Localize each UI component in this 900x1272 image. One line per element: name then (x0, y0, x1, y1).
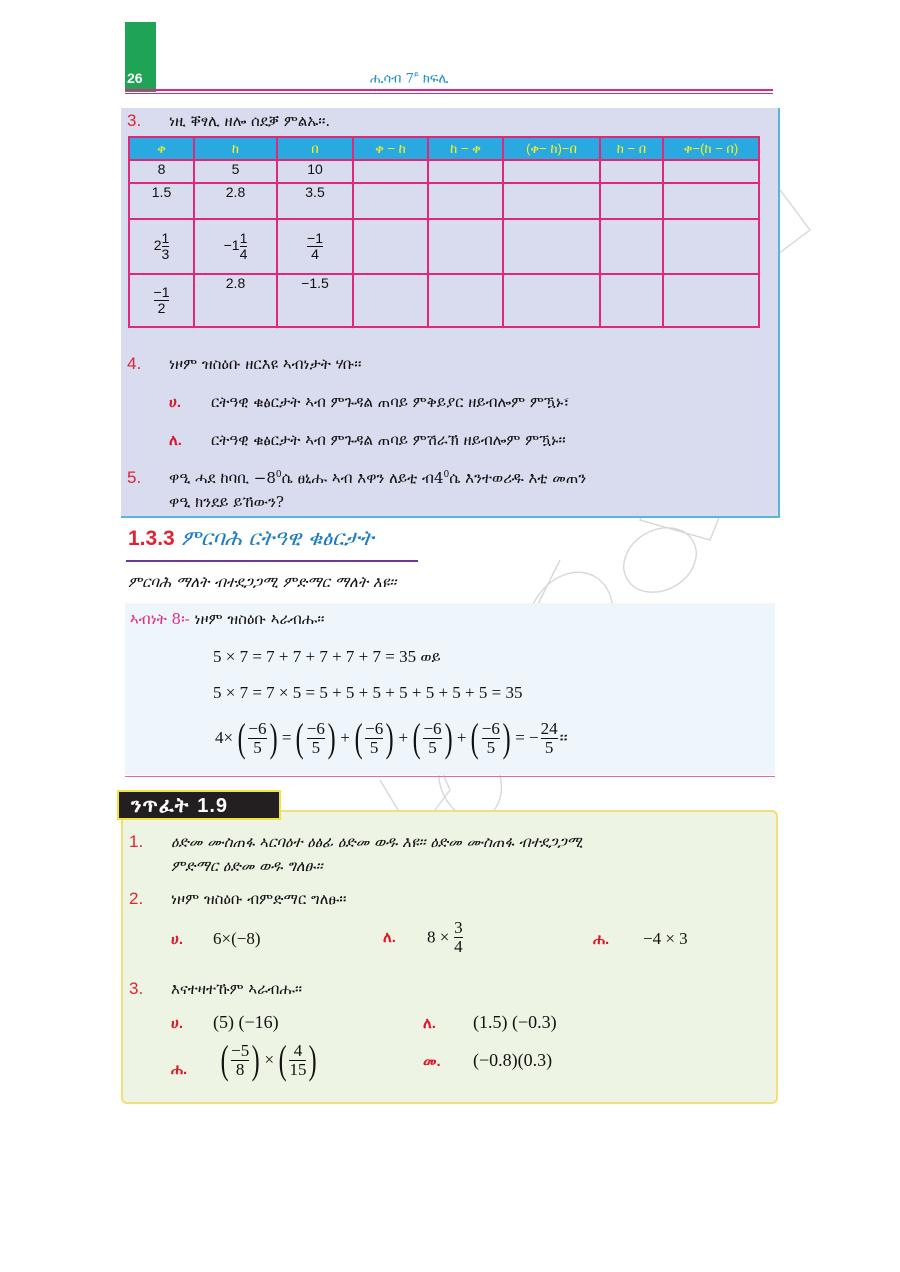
left-paren-icon: ( (296, 715, 305, 760)
activity-question-2-item (383, 919, 463, 956)
item-letter: ሐ. (593, 931, 610, 948)
mixed-whole: 2 (153, 237, 162, 254)
denominator: 4 (454, 936, 463, 956)
operator: × (264, 1050, 275, 1069)
answer-cell[interactable] (503, 274, 600, 327)
answer-cell[interactable] (353, 160, 428, 183)
or-word: ወይ (420, 648, 441, 666)
parenthesized-fraction (235, 715, 280, 760)
question-number: 3. (129, 979, 144, 998)
table-cell: 2.8 (194, 183, 277, 219)
answer-cell[interactable] (503, 219, 600, 274)
table-row (129, 183, 759, 219)
denominator: 5 (253, 737, 262, 757)
item-expression: 8 × (427, 927, 450, 947)
running-title-sup: ይ (413, 70, 419, 79)
column-header: ከ (194, 137, 277, 160)
column-header: ቀ (129, 137, 194, 160)
table-cell: 10 (277, 160, 353, 183)
table-header-row (129, 137, 759, 160)
example-instruction: ነዞም ዝስዕቡ ኣራብሑ፡፡ (194, 610, 325, 628)
numerator: −6 (248, 718, 267, 738)
denominator: 4 (239, 246, 248, 262)
item-text: ርትዓዊ ቁፅርታት ኣብ ምጉዳል ጠባይ ምሽራኽ ዘይብሎም ምዃኑ፡፡ (211, 431, 566, 449)
question-text: ሴ እንተወሪዱ እቲ መጠን (449, 469, 587, 487)
denominator: 5 (486, 737, 496, 757)
running-title-grade: ክፍሊ (422, 71, 449, 87)
table-cell: 8 (129, 160, 194, 183)
answer-cell[interactable] (663, 183, 759, 219)
fraction (307, 720, 325, 757)
denominator: 5 (311, 737, 321, 757)
answer-cell[interactable] (663, 219, 759, 274)
numerator: 24 (540, 718, 558, 738)
table-cell: 2.8 (194, 274, 277, 327)
parenthesized-fraction (218, 1037, 263, 1082)
item-letter: ሀ. (169, 394, 182, 411)
denominator: 8 (235, 1059, 245, 1079)
item-letter: መ. (423, 1053, 441, 1070)
item-expression: −4 × 3 (643, 929, 688, 948)
activity-question-1-line2: ምድማር ዕድመ ወዱ ግለፁ፡፡ (171, 857, 323, 875)
activity-question-1 (129, 832, 583, 852)
column-header: ቀ − ከ (353, 137, 428, 160)
numerator: 1 (161, 230, 170, 247)
section-number: 1.3.3 (128, 527, 175, 550)
fraction (248, 720, 266, 757)
left-paren-icon: ( (237, 715, 246, 760)
numerator: −6 (306, 718, 325, 738)
parenthesized-fraction (352, 715, 397, 760)
item-expression: (1.5) (−0.3) (473, 1012, 557, 1032)
fraction (454, 919, 463, 956)
question-3 (127, 111, 330, 131)
answer-cell[interactable] (600, 274, 663, 327)
right-paren-icon: ) (269, 715, 278, 760)
full-stop: ፡፡ (559, 728, 568, 747)
example-box (125, 603, 775, 775)
activity-question-2-item (593, 929, 688, 949)
table-cell (277, 219, 353, 274)
example-equation-1 (213, 647, 441, 667)
left-paren-icon: ( (220, 1037, 229, 1082)
question-number: 3. (127, 111, 142, 130)
degree-sup: 0 (443, 470, 450, 480)
question-text: ነዞም ዝስዕቡ ዘርእዩ ኣብነታት ሃቡ፡፡ (169, 355, 362, 373)
numerator: −1 (153, 284, 170, 301)
question-text: ዕድመ ሙስጠፋ ኣርባዕተ ዕፅፊ ዕድመ ወዱ እዩ፡፡ ዕድመ ሙስጠፋ ብተደጋጋሚ (171, 833, 583, 851)
item-letter: ለ. (423, 1015, 436, 1032)
answer-cell[interactable] (353, 219, 428, 274)
fraction (289, 1042, 306, 1079)
exercise-table (128, 136, 760, 328)
question-number: 4. (127, 354, 142, 373)
answer-cell[interactable] (428, 183, 503, 219)
table-row (129, 160, 759, 183)
left-paren-icon: ( (412, 715, 421, 760)
parenthesized-fraction (276, 1037, 320, 1082)
numerator: −6 (481, 718, 500, 738)
column-header: (ቀ− ከ)−በ (503, 137, 600, 160)
item-letter: ለ. (169, 432, 182, 449)
parenthesized-fraction (410, 715, 455, 760)
question-5 (127, 468, 586, 488)
column-header: ከ − በ (600, 137, 663, 160)
denominator: 2 (157, 300, 166, 316)
denominator: 5 (428, 737, 437, 757)
table-cell (194, 219, 277, 274)
question-4 (127, 354, 361, 374)
answer-cell[interactable] (600, 160, 663, 183)
item-letter: ለ. (383, 928, 396, 946)
table-cell: 1.5 (129, 183, 194, 219)
header-rule-thin (125, 93, 773, 94)
table-cell: −1.5 (277, 274, 353, 327)
right-paren-icon: ) (309, 1037, 318, 1082)
answer-cell[interactable] (663, 274, 759, 327)
activity-question-3-item (423, 1050, 552, 1071)
answer-cell[interactable] (428, 219, 503, 274)
answer-cell[interactable] (600, 219, 663, 274)
denominator: 3 (161, 246, 170, 262)
fraction (423, 720, 441, 757)
item-letter: ሀ. (171, 931, 184, 948)
left-paren-icon: ( (354, 715, 363, 760)
right-paren-icon: ) (327, 715, 336, 760)
example-label: ኣብነት 8፡- (130, 610, 190, 628)
activity-question-2 (129, 889, 346, 909)
activity-question-3 (129, 979, 302, 999)
parenthesized-fraction (468, 715, 513, 760)
answer-cell[interactable] (353, 274, 428, 327)
table-cell (129, 274, 194, 327)
denominator: 5 (369, 737, 379, 757)
example-header (130, 610, 324, 628)
fraction (307, 231, 323, 261)
section-rule (126, 560, 418, 562)
running-title (370, 70, 449, 86)
exercise-box (121, 108, 780, 518)
question-4-item (169, 393, 569, 411)
answer-cell[interactable] (663, 160, 759, 183)
question-5-line2: ዋዒ ክንደይ ይኸውን? (169, 493, 284, 511)
activity-question-3-item (423, 1012, 557, 1033)
table-cell: 5 (194, 160, 277, 183)
operator: + (456, 728, 467, 747)
item-expression: 6×(−8) (213, 929, 261, 948)
fraction (162, 231, 170, 261)
item-expression: (−0.8)(0.3) (473, 1050, 553, 1070)
activity-badge-word: ንጥፈት (131, 793, 190, 817)
fraction (240, 231, 248, 261)
header-rule (125, 89, 773, 91)
numerator: −6 (423, 718, 442, 738)
table-row (129, 274, 759, 327)
fraction (482, 720, 500, 757)
numerator: 1 (239, 230, 248, 247)
degree-sup: 0 (275, 470, 282, 480)
definition-text: ምርባሕ ማለት ብተደጋጋሚ ምድማር ማለት እዩ፡፡ (128, 573, 397, 591)
table-cell: 3.5 (277, 183, 353, 219)
right-paren-icon: ) (385, 715, 394, 760)
operator: = (281, 728, 292, 747)
numerator: 3 (454, 918, 463, 937)
question-text: ዋዒ ሓደ ከባቢ −8 (169, 469, 276, 487)
answer-cell[interactable] (503, 160, 600, 183)
left-paren-icon: ( (278, 1037, 287, 1082)
question-text: ነዚ ቐፃሊ ዘሎ ሰደቓ ምልኡ፡፡. (169, 112, 331, 130)
numerator: −5 (231, 1040, 250, 1060)
question-text: ሴ ፀኒሑ ኣብ እዋን ለይቲ ብ4 (281, 469, 444, 487)
question-4-item (169, 431, 566, 449)
operator: + (398, 728, 409, 747)
activity-question-2-item (171, 929, 261, 949)
answer-cell[interactable] (428, 160, 503, 183)
table-row (129, 219, 759, 274)
activity-question-3-item (171, 1012, 279, 1033)
numerator: 4 (293, 1040, 303, 1060)
example-equation-2: 5 × 7 = 7 × 5 = 5 + 5 + 5 + 5 + 5 + 5 + 5 = 35 (213, 683, 523, 702)
activity-badge-number: 1.9 (197, 795, 229, 817)
activity-badge (117, 790, 281, 820)
item-text: ርትዓዊ ቁፅርታት ኣብ ምጉዳል ጠባይ ምቅይያር ዘይብሎም ምዃኑ፣ (211, 393, 570, 411)
answer-cell[interactable] (600, 183, 663, 219)
item-expression: (5) (−16) (213, 1012, 279, 1032)
fraction (541, 720, 558, 757)
activity-box (121, 810, 778, 1104)
question-text: እናተዛተኹም ኣራብሑ፡፡ (171, 980, 303, 998)
operator: + (340, 728, 350, 747)
right-paren-icon: ) (251, 1037, 260, 1082)
question-number: 1. (129, 832, 144, 851)
answer-cell[interactable] (353, 183, 428, 219)
left-paren-icon: ( (471, 715, 480, 760)
section-heading (128, 526, 374, 551)
equation-text: 5 × 7 = 7 + 7 + 7 + 7 + 7 = 35 (213, 647, 417, 666)
answer-cell[interactable] (428, 274, 503, 327)
column-header: ቀ−(ከ − በ) (663, 137, 759, 160)
operator: = − (515, 728, 539, 747)
fraction (154, 285, 170, 315)
question-number: 5. (127, 468, 142, 487)
denominator: 5 (544, 737, 554, 757)
activity-question-3-item (171, 1037, 320, 1082)
numerator: −6 (365, 718, 384, 738)
running-title-text: ሒሳብ 7 (370, 71, 414, 87)
item-letter: ሀ. (171, 1015, 184, 1032)
section-title: ምርባሕ ርትዓዊ ቁፅርታት (181, 526, 374, 550)
right-paren-icon: ) (444, 715, 453, 760)
column-header: በ (277, 137, 353, 160)
denominator: 15 (289, 1059, 307, 1079)
fraction (365, 720, 383, 757)
mixed-whole: −1 (223, 237, 240, 254)
table-cell (129, 219, 194, 274)
fraction (231, 1042, 249, 1079)
example-equation-3 (213, 715, 570, 760)
page-number: 26 (127, 70, 143, 86)
item-letter: ሐ. (171, 1060, 188, 1078)
answer-cell[interactable] (503, 183, 600, 219)
parenthesized-fraction (293, 715, 338, 760)
operator: 4× (215, 728, 234, 747)
example-rule (125, 776, 775, 777)
column-header: ከ − ቀ (428, 137, 503, 160)
right-paren-icon: ) (502, 715, 511, 760)
denominator: 4 (311, 246, 319, 262)
question-text: ነዞም ዝስዕቡ ብምድማር ግለፁ፡፡ (171, 890, 347, 908)
question-number: 2. (129, 889, 144, 908)
numerator: −1 (307, 230, 323, 247)
